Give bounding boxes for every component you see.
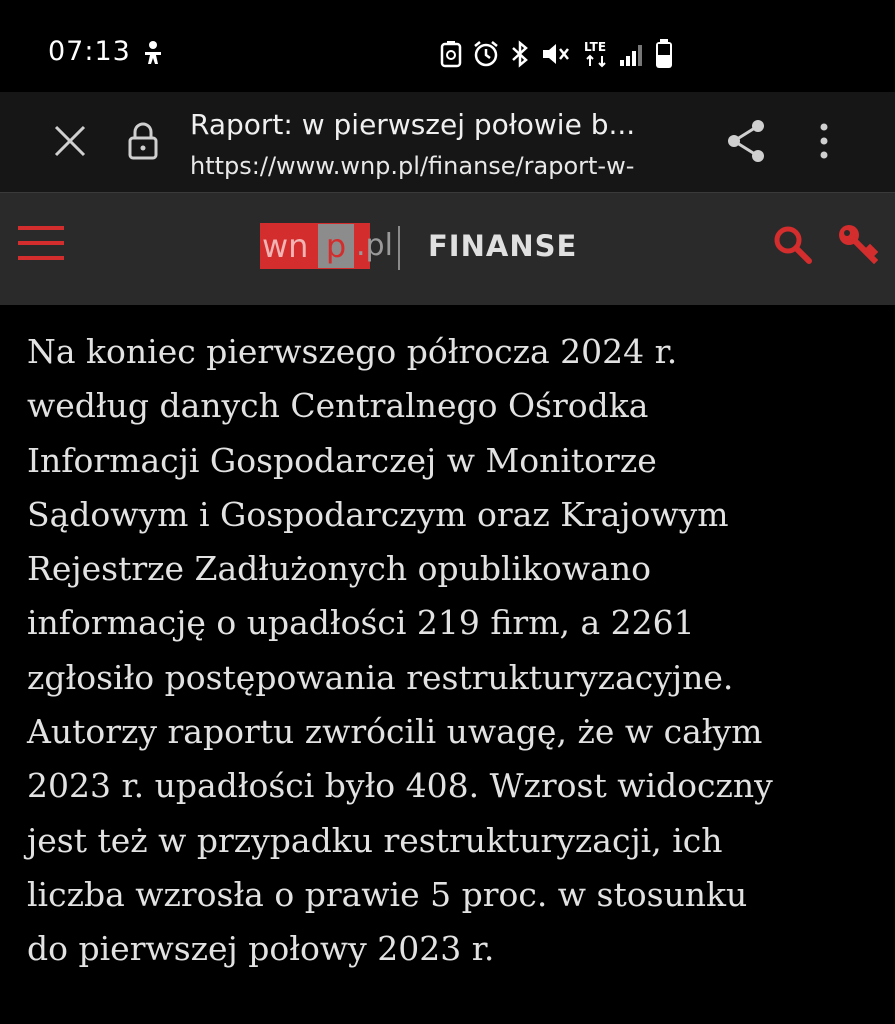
logo-divider [398, 226, 400, 270]
close-icon[interactable] [52, 123, 88, 159]
lte-signal-icon [580, 38, 614, 70]
url-field[interactable]: https://www.wnp.pl/finanse/raport-w- [190, 152, 635, 180]
article-line: liczba wzrosła o prawie 5 proc. w stosunku [27, 874, 748, 914]
page-title[interactable]: Raport: w pierwszej połowie b... [190, 108, 636, 141]
logo-wn-text: wn [262, 227, 309, 265]
bluetooth-icon [510, 40, 530, 68]
key-login-icon[interactable] [836, 222, 878, 264]
lock-icon[interactable] [127, 122, 159, 160]
section-title[interactable]: FINANSE [428, 229, 578, 263]
battery-icon [654, 38, 674, 70]
hamburger-menu-icon[interactable] [18, 224, 64, 262]
logo-pl-text: .pl [356, 228, 393, 263]
mute-icon [540, 40, 570, 68]
article-line: Sądowym i Gospodarczym oraz Krajowym [27, 494, 729, 534]
lte-label: LTE [584, 40, 607, 54]
search-icon[interactable] [772, 224, 812, 264]
article-line: informację o upadłości 219 firm, a 2261 [27, 603, 695, 643]
article-line: jest też w przypadku restrukturyzacji, ich [27, 820, 723, 860]
logo-p-text: p [318, 224, 354, 268]
signal-bars-icon [618, 42, 644, 68]
article-line: Informacji Gospodarczej w Monitorze [27, 440, 657, 480]
status-bar [0, 0, 895, 92]
article-line: według danych Centralnego Ośrodka [27, 386, 649, 426]
person-accessibility-icon [140, 40, 166, 66]
article-line: Autorzy raportu zwrócili uwagę, że w całym [27, 712, 763, 752]
share-icon[interactable] [724, 118, 768, 164]
article-line: do pierwszej połowy 2023 r. [27, 929, 495, 969]
article-line: Na koniec pierwszego półrocza 2024 r. [27, 332, 678, 371]
article-line: Rejestrze Zadłużonych opublikowano [27, 549, 651, 589]
article-line: 2023 r. upadłości było 408. Wzrost widoczny [27, 766, 773, 806]
article-line: zgłosiło postępowania restrukturyzacyjne. [27, 657, 734, 697]
recycle-battery-icon [440, 40, 462, 68]
more-options-icon[interactable] [818, 122, 830, 160]
alarm-icon [472, 40, 500, 68]
status-time: 07:13 [48, 36, 131, 67]
article-paragraph [27, 325, 877, 977]
